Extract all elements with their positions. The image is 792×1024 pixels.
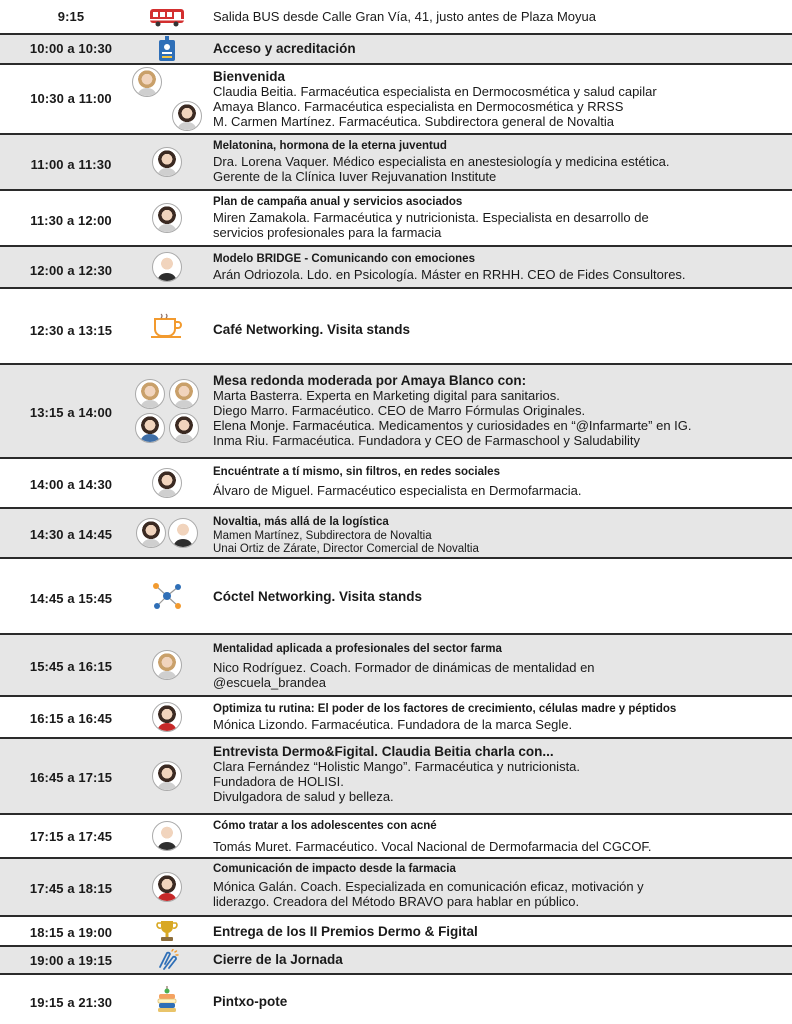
network-icon <box>130 559 204 633</box>
speaker-photo <box>130 247 204 287</box>
agenda-row-bienvenida <box>0 63 792 133</box>
time-slot: 14:45 a 15:45 <box>29 591 113 606</box>
speaker-photo-aran-odriozola <box>152 252 182 282</box>
session-title: Bienvenida <box>213 69 286 84</box>
speaker-line: Unai Ortiz de Zárate, Director Comercial de Novaltia <box>213 543 479 555</box>
speaker-photo <box>130 815 204 857</box>
time-slot: 11:00 a 11:30 <box>30 157 112 172</box>
speaker-photo <box>130 697 204 737</box>
agenda-row-premios <box>0 915 792 945</box>
speaker-photo-nico-rodriguez <box>152 650 182 680</box>
speaker-line: Diego Marro. Farmacéutico. CEO de Marro Fórmulas Originales. <box>213 403 586 418</box>
session-title: Acceso y acreditación <box>213 41 356 56</box>
agenda-row-encuentrate <box>0 457 792 507</box>
speaker-line: Divulgadora de salud y belleza. <box>213 789 394 804</box>
session-content <box>213 702 784 732</box>
time-slot: 13:15 a 14:00 <box>29 405 113 420</box>
speaker-line: Inma Riu. Farmacéutica. Fundadora y CEO de Farmaschool y Saludability <box>213 433 641 448</box>
session-title: Plan de campaña anual y servicios asociados <box>213 196 463 208</box>
speaker-line: M. Carmen Martínez. Farmacéutica. Subdirectora general de Novaltia <box>213 114 615 129</box>
speaker-photo <box>130 191 204 245</box>
time-slot: 12:00 a 12:30 <box>29 263 113 278</box>
agenda-row-plan-campana <box>0 189 792 245</box>
speaker-photo-tomas-muret <box>152 821 182 851</box>
speaker-line: Claudia Beitia. Farmacéutica especialista en Dermocosmética y salud capilar <box>213 84 657 99</box>
session-title: Entrega de los II Premios Dermo & Figital <box>213 924 478 939</box>
session-content <box>213 373 784 448</box>
time-slot: 19:15 a 21:30 <box>29 995 113 1010</box>
session-title: Melatonina, hormona de la eterna juventud <box>213 140 447 152</box>
coffee-cup-icon <box>130 289 204 363</box>
time-slot: 9:15 <box>57 9 85 24</box>
speaker-line: Arán Odriozola. Ldo. en Psicología. Máster en RRHH. CEO de Fides Consultores. <box>213 267 686 282</box>
session-content <box>213 744 784 804</box>
time-slot: 17:15 a 17:45 <box>29 829 113 844</box>
speaker-line: servicios profesionales para la farmacia <box>213 225 442 240</box>
speaker-line: Elena Monje. Farmacéutica. Medicamentos y curiosidades en “@Infarmarte” en IG. <box>213 418 692 433</box>
session-content <box>213 69 784 129</box>
session-title: Comunicación de impacto desde la farmacia <box>213 863 456 875</box>
agenda-row-coctel <box>0 557 792 633</box>
speaker-photo-miren-zamakola <box>152 203 182 233</box>
agenda-row-melatonina <box>0 133 792 189</box>
session-title: Novaltia, más allá de la logística <box>213 516 389 528</box>
speaker-photo-amaya-blanco <box>172 101 202 131</box>
speaker-photo-marta-basterra <box>135 379 165 409</box>
clapping-hands-icon <box>130 947 204 973</box>
speaker-line: Clara Fernández “Holistic Mango”. Farmacéutica y nutricionista. <box>213 759 581 774</box>
agenda-row-acne <box>0 813 792 857</box>
session-content <box>213 515 784 556</box>
speaker-photo <box>130 739 204 813</box>
speaker-line: Mónica Lizondo. Farmacéutica. Fundadora de la marca Segle. <box>213 717 573 732</box>
speaker-line: Miren Zamakola. Farmacéutica y nutricionista. Especialista en desarrollo de <box>213 210 649 225</box>
session-title: Pintxo-pote <box>213 994 288 1009</box>
time-slot: 11:30 a 12:00 <box>30 213 112 228</box>
time-slot: 16:45 a 17:15 <box>29 770 113 785</box>
speaker-photo-monica-galan <box>152 872 182 902</box>
speaker-photo-alvaro-de-miguel <box>152 468 182 498</box>
speaker-line: @escuela_brandea <box>213 675 326 690</box>
speaker-photo-monica-lizondo <box>152 702 182 732</box>
agenda-row-acceso <box>0 33 792 63</box>
session-title: Cóctel Networking. Visita stands <box>213 589 423 604</box>
agenda-row-mesa-redonda <box>0 363 792 457</box>
speaker-line: Tomás Muret. Farmacéutico. Vocal Nacional de Dermofarmacia del CGCOF. <box>213 839 652 854</box>
speaker-line: Amaya Blanco. Farmacéutica especialista en Dermocosmética y RRSS <box>213 99 624 114</box>
speaker-photo <box>130 635 204 695</box>
time-slot: 10:30 a 11:00 <box>30 91 112 106</box>
speaker-photos <box>130 509 204 557</box>
badge-icon <box>130 35 204 63</box>
time-slot: 14:30 a 14:45 <box>29 527 113 542</box>
agenda-row-novaltia <box>0 507 792 557</box>
time-slot: 14:00 a 14:30 <box>29 477 113 492</box>
speaker-photo <box>130 459 204 507</box>
speaker-line: Dra. Lorena Vaquer. Médico especialista en anestesiología y medicina estética. <box>213 154 670 169</box>
speaker-line: Gerente de la Clínica Iuver Rejuvanation Institute <box>213 169 497 184</box>
session-title: Cierre de la Jornada <box>213 952 343 967</box>
agenda-row-cafe <box>0 287 792 363</box>
speaker-line: Marta Basterra. Experta en Marketing digital para sanitarios. <box>213 388 560 403</box>
speaker-line: liderazgo. Creadora del Método BRAVO para hablar en público. <box>213 894 580 909</box>
speaker-photo <box>130 859 204 915</box>
trophy-icon <box>130 917 204 945</box>
speaker-photo-clara-fernandez <box>152 761 182 791</box>
speaker-photo-mamen-martinez <box>136 518 166 548</box>
pintxo-icon <box>130 975 204 1024</box>
agenda-row-pintxo <box>0 973 792 1024</box>
time-slot: 16:15 a 16:45 <box>29 711 113 726</box>
session-content <box>213 642 784 690</box>
speaker-photos <box>130 65 204 133</box>
speaker-photo-diego-marro <box>169 379 199 409</box>
time-slot: 10:00 a 10:30 <box>29 41 113 56</box>
agenda-text: Salida BUS desde Calle Gran Vía, 41, justo antes de Plaza Moyua <box>213 9 596 24</box>
agenda-row-entrevista <box>0 737 792 813</box>
time-slot: 15:45 a 16:15 <box>29 659 113 674</box>
speaker-photos <box>130 365 204 457</box>
bus-icon <box>130 0 204 33</box>
time-slot: 19:00 a 19:15 <box>29 953 113 968</box>
agenda-row-cierre <box>0 945 792 973</box>
speaker-photo-lorena-vaquer <box>152 147 182 177</box>
speaker-line: Álvaro de Miguel. Farmacéutico especialista en Dermofarmacia. <box>213 483 582 498</box>
speaker-photo-elena-monje <box>135 413 165 443</box>
agenda-row-comunicacion <box>0 857 792 915</box>
speaker-line: Fundadora de HOLISI. <box>213 774 344 789</box>
session-title: Mentalidad aplicada a profesionales del sector farma <box>213 643 502 655</box>
agenda-row-mentalidad <box>0 633 792 695</box>
session-content <box>213 139 784 184</box>
agenda-row-bridge <box>0 245 792 287</box>
speaker-photo-inma-riu <box>169 413 199 443</box>
agenda-row-bus <box>0 0 792 33</box>
session-content <box>213 465 784 498</box>
session-content <box>213 195 784 240</box>
speaker-line: Nico Rodríguez. Coach. Formador de dinámicas de mentalidad en <box>213 660 595 675</box>
session-content <box>213 819 784 854</box>
session-title: Mesa redonda moderada por Amaya Blanco con: <box>213 373 527 388</box>
session-title: Café Networking. Visita stands <box>213 322 411 337</box>
speaker-photo-claudia-beitia <box>132 67 162 97</box>
session-title: Cómo tratar a los adolescentes con acné <box>213 820 437 832</box>
time-slot: 18:15 a 19:00 <box>29 925 113 940</box>
session-title: Encuéntrate a tí mismo, sin filtros, en redes sociales <box>213 466 500 478</box>
session-content <box>213 862 784 909</box>
session-title: Entrevista Dermo&Figital. Claudia Beitia charla con... <box>213 744 554 759</box>
speaker-line: Mamen Martínez, Subdirectora de Novaltia <box>213 530 432 542</box>
session-title: Modelo BRIDGE - Comunicando con emociones <box>213 253 475 265</box>
speaker-photo <box>130 135 204 189</box>
time-slot: 12:30 a 13:15 <box>29 323 113 338</box>
agenda-row-optimiza <box>0 695 792 737</box>
session-content <box>213 252 784 282</box>
speaker-photo-unai-ortiz <box>168 518 198 548</box>
time-slot: 17:45 a 18:15 <box>29 881 113 896</box>
speaker-line: Mónica Galán. Coach. Especializada en comunicación eficaz, motivación y <box>213 879 644 894</box>
session-title: Optimiza tu rutina: El poder de los factores de crecimiento, células madre y péptidos <box>213 703 677 715</box>
